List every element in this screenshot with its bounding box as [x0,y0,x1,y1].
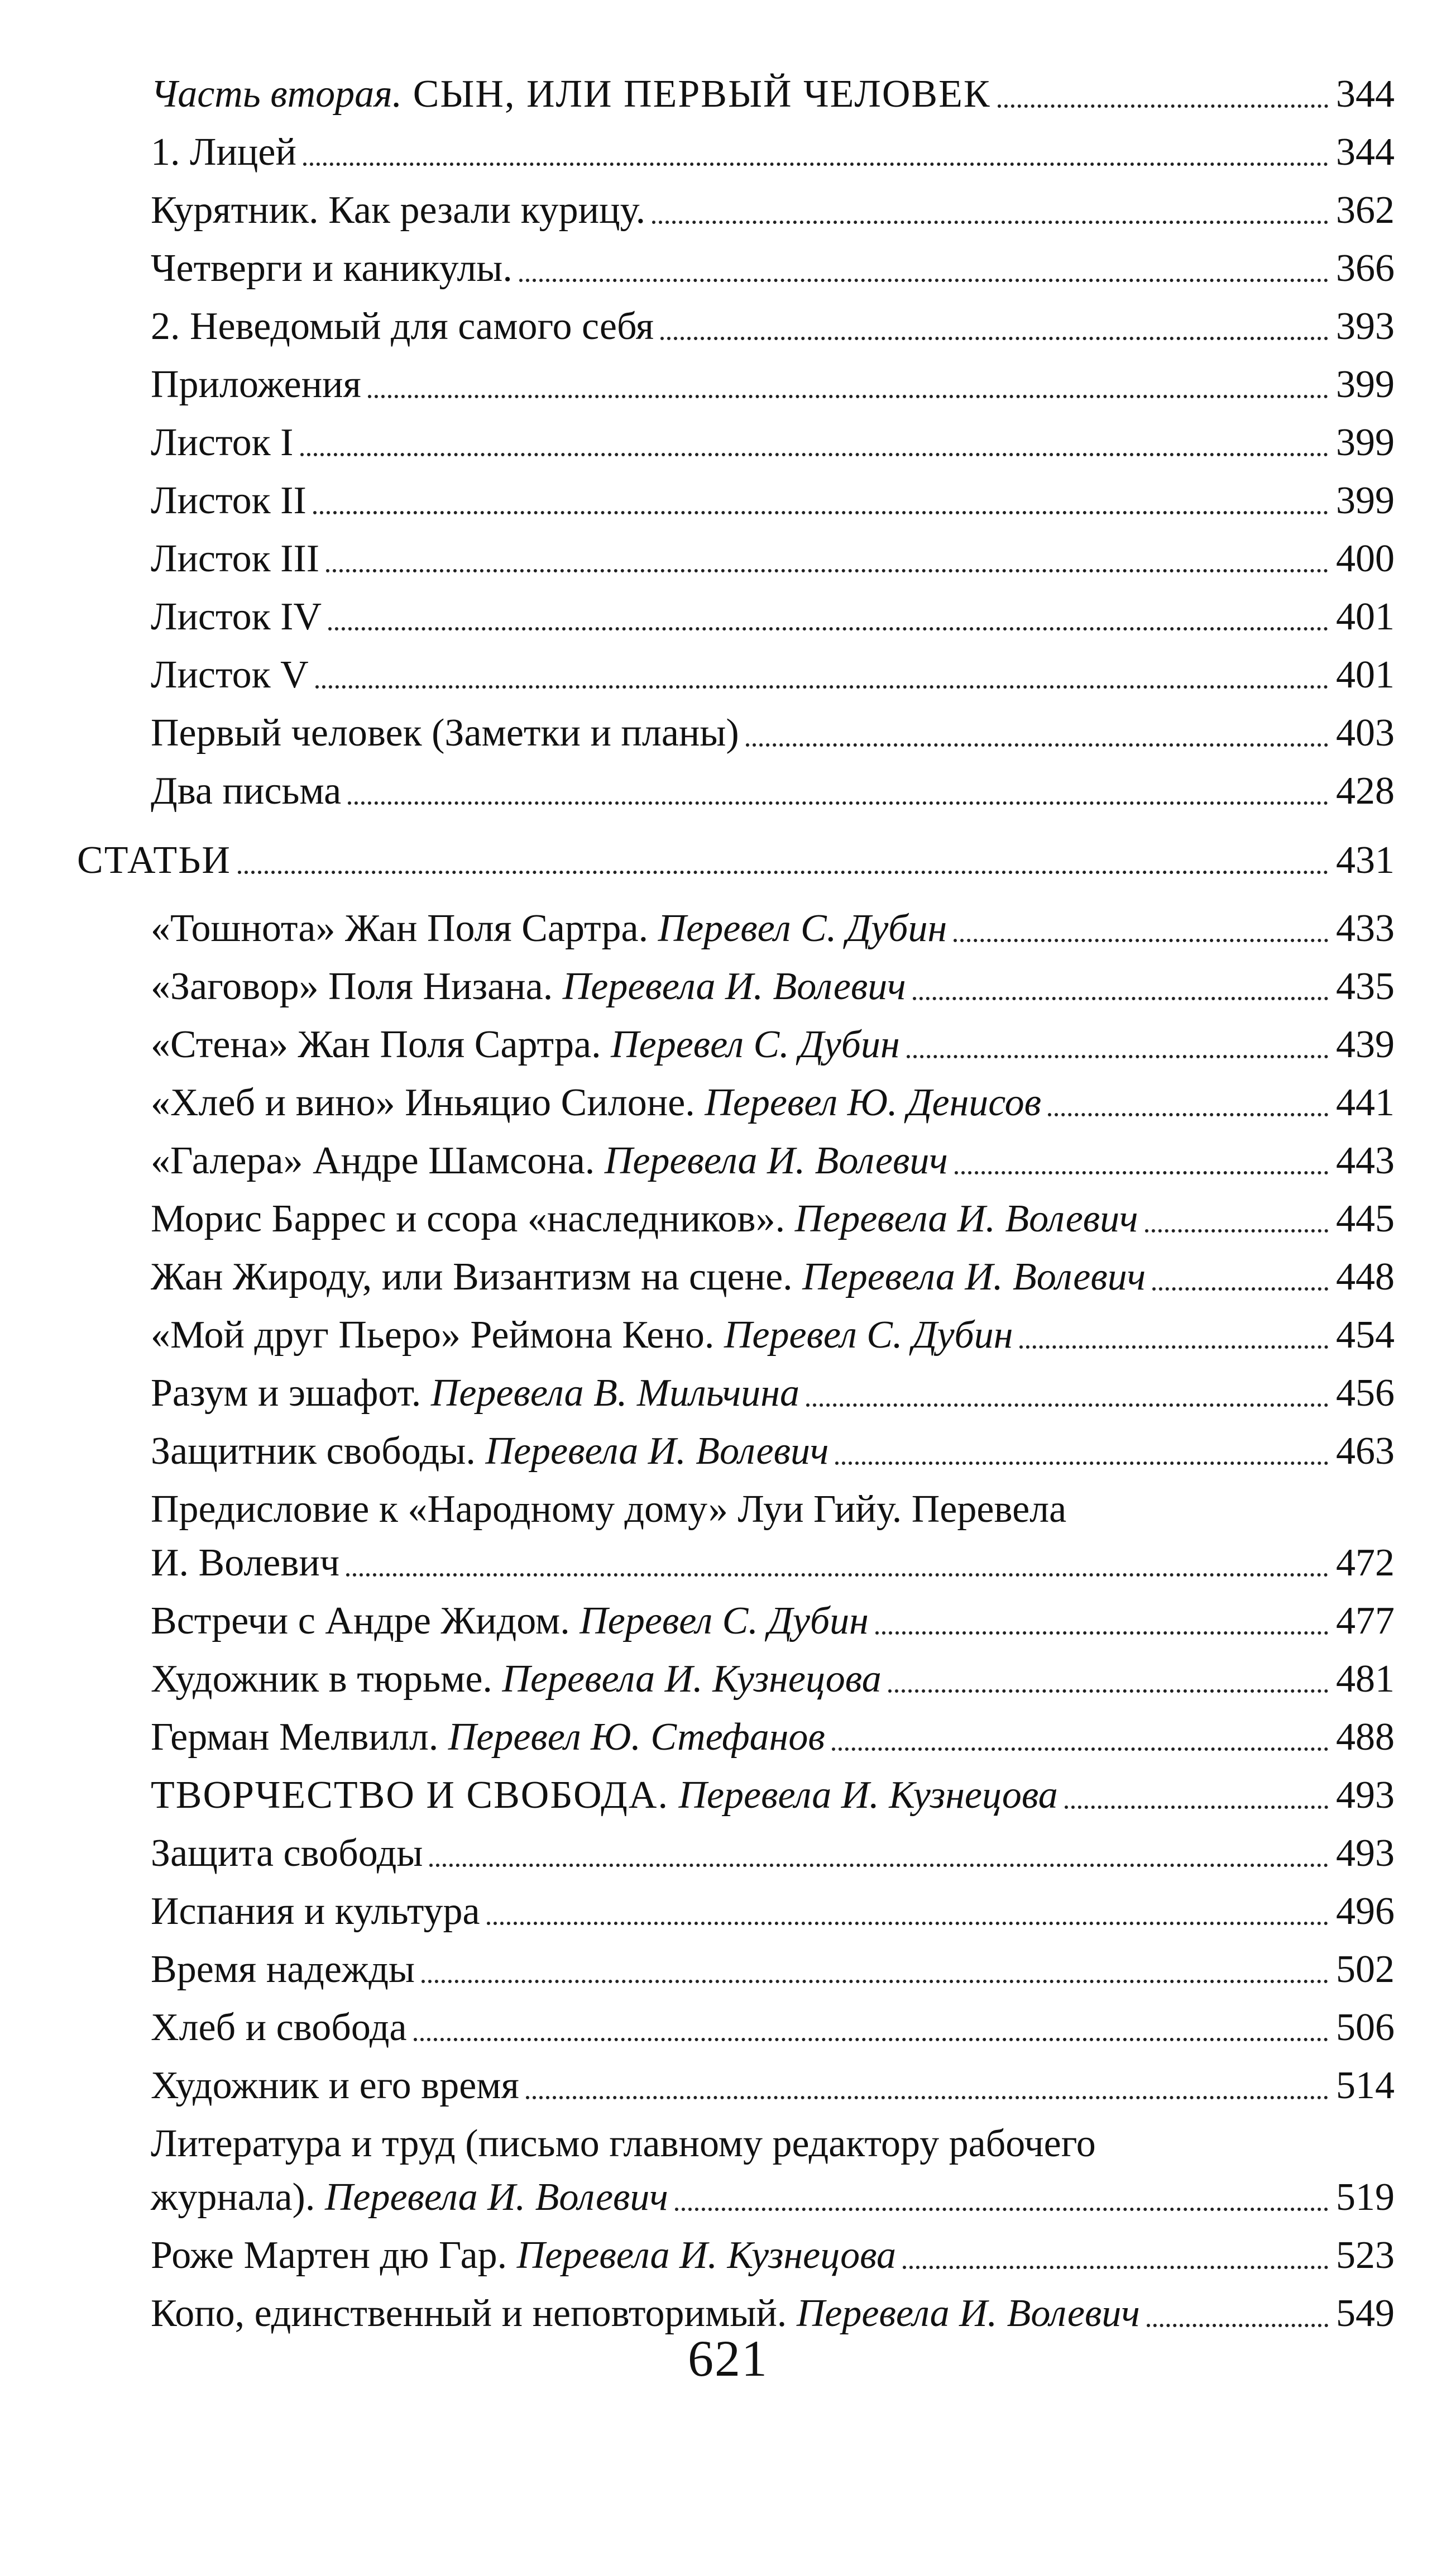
dot-leader [660,337,1328,340]
dot-leader [487,1922,1328,1925]
toc-entry [151,1241,1395,1300]
page-number: 493 [1336,1832,1395,1875]
dot-leader [903,2266,1328,2269]
toc-entry [151,1992,1395,2050]
dot-leader [746,743,1328,747]
page-number: 523 [1336,2234,1395,2277]
page-number: 502 [1336,1948,1395,1991]
dot-leader [368,395,1328,398]
dot-leader [1065,1806,1328,1809]
toc-entry [151,1416,1395,1474]
dot-leader [907,1055,1328,1058]
entry-title: Защита свободы [151,1832,423,1875]
dot-leader [955,1171,1328,1174]
entry-title: Листок III [151,537,320,580]
dot-leader [832,1747,1328,1751]
page-number: 477 [1336,1599,1395,1642]
dot-leader [326,569,1328,572]
entry-title: Листок V [151,653,309,696]
page-number: 401 [1336,653,1395,696]
dot-leader [313,511,1328,514]
toc-entry [151,1818,1395,1876]
dot-leader [806,1403,1328,1407]
toc-entry [151,951,1395,1009]
entry-title: Герман Мелвилл. [151,1716,439,1759]
entry-title: Защитник свободы. [151,1430,476,1473]
translator-credit: Перевел Ю. Денисов [705,1081,1042,1124]
page-number: 393 [1336,305,1395,348]
dot-leader [414,2038,1328,2041]
toc-entry [151,1644,1395,1702]
translator-credit: Перевела И. Волевич [604,1139,948,1182]
toc-entry [151,1760,1395,1818]
translator-credit: Перевела И. Волевич [802,1255,1146,1298]
translator-credit: Перевела И. Кузнецова [516,2234,896,2277]
entry-title: Время надежды [151,1948,415,1991]
page-number: 428 [1336,770,1395,813]
entry-title: ТВОРЧЕСТВО И СВОБОДА. [151,1774,669,1817]
page-number: 514 [1336,2064,1395,2107]
dot-leader [348,801,1328,805]
page-number: 366 [1336,247,1395,290]
dot-leader [238,871,1328,874]
page-number: 488 [1336,1716,1395,1759]
toc-entry [151,639,1395,698]
page-number: 443 [1336,1139,1395,1182]
entry-title: Встречи с Андре Жидом. [151,1599,570,1642]
entry-title: «Мой друг Пьеро» Реймона Кено. [151,1314,715,1357]
page-number: 399 [1336,479,1395,522]
toc-entry [151,581,1395,639]
page-number: 435 [1336,965,1395,1008]
toc-entry [151,291,1395,349]
page-number: 448 [1336,1255,1395,1298]
dot-leader [526,2096,1328,2099]
translator-credit: Перевел С. Дубин [658,907,947,950]
page-number: 472 [1336,1541,1395,1584]
entry-title: Листок IV [151,595,322,638]
toc-entry [151,1125,1395,1183]
dot-leader [1147,2324,1328,2327]
entry-title: Хлеб и свобода [151,2006,407,2049]
dot-leader [1019,1345,1328,1349]
toc-entry [151,2220,1395,2278]
toc-entry [151,1876,1395,1934]
toc-entry-part-two [151,59,1395,117]
translator-credit: Перевела И. Волевич [324,2176,668,2219]
toc-entry [151,1585,1395,1644]
toc-entry [151,1702,1395,1760]
page-number: 481 [1336,1658,1395,1701]
entry-title: «Галера» Андре Шамсона. [151,1139,595,1182]
page-number: 454 [1336,1314,1395,1357]
translator-credit: Перевела В. Мильчина [430,1372,799,1415]
entry-title: Листок II [151,479,306,522]
entry-title: Приложения [151,363,361,406]
entry-title: «Тошнота» Жан Поля Сартра. [151,907,649,950]
page-number: 549 [1336,2292,1395,2335]
translator-credit: Перевела И. Волевич [794,1197,1138,1240]
page-number: 496 [1336,1890,1395,1933]
translator-credit: Перевела И. Волевич [796,2292,1140,2335]
page-number: 344 [1336,73,1395,116]
page-number: 399 [1336,363,1395,406]
entry-title: СЫН, ИЛИ ПЕРВЫЙ ЧЕЛОВЕК [402,73,991,116]
translator-credit: Перевела И. Волевич [485,1430,829,1473]
entry-title: Художник в тюрьме. [151,1658,492,1701]
page-number: 344 [1336,131,1395,174]
dot-leader [346,1573,1328,1577]
translator-credit: Перевел С. Дубин [579,1599,869,1642]
translator-credit: Перевел Ю. Стефанов [448,1716,825,1759]
entry-title: Художник и его время [151,2064,519,2107]
dot-leader [328,627,1328,631]
toc-entry [151,233,1395,291]
page-number: 431 [1336,839,1395,882]
toc-entry [151,756,1395,814]
page-number: 439 [1336,1023,1395,1066]
dot-leader [675,2208,1328,2211]
dot-leader [315,685,1328,689]
dot-leader [875,1631,1328,1635]
dot-leader [1048,1113,1328,1116]
toc-entry [151,2050,1395,2108]
dot-leader [888,1689,1328,1693]
toc-entry [151,117,1395,175]
toc-section-articles [77,825,1395,883]
dot-leader [300,453,1329,456]
page-number: 456 [1336,1372,1395,1415]
entry-title: Морис Баррес и ссора «наследников». [151,1197,786,1240]
entry-title: 2. Неведомый для самого себя [151,305,654,348]
dot-leader [1145,1229,1328,1233]
entry-title: «Заговор» Поля Низана. [151,965,553,1008]
toc-entry [151,1183,1395,1241]
page-number: 441 [1336,1081,1395,1124]
toc-entry [151,523,1395,581]
dot-leader [1152,1287,1328,1291]
translator-credit: Перевела И. Кузнецова [502,1658,882,1701]
entry-title-continued: журнала). [151,2176,315,2219]
translator-credit: Перевела И. Кузнецова [678,1774,1058,1817]
entry-title: 1. Лицей [151,131,296,174]
page-number: 403 [1336,711,1395,754]
entry-title: Первый человек (Заметки и планы) [151,711,739,754]
entry-title: Курятник. Как резали курицу. [151,189,646,232]
page-number: 463 [1336,1430,1395,1473]
entry-title: Листок I [151,421,294,464]
dot-leader [429,1864,1328,1867]
page-number: 362 [1336,189,1395,232]
page-number: 400 [1336,537,1395,580]
entry-title: Четверги и каникулы. [151,247,513,290]
dot-leader [422,1980,1328,1983]
dot-leader [519,279,1328,282]
toc-entry [151,1934,1395,1992]
dot-leader [835,1462,1328,1465]
toc-entry [151,175,1395,233]
toc-entry [151,2108,1395,2220]
dot-leader [913,997,1328,1000]
translator-credit: Перевела И. Волевич [562,965,906,1008]
toc-entry [151,465,1395,523]
toc-entry [151,1474,1395,1585]
dot-leader [998,104,1328,108]
page-number: 399 [1336,421,1395,464]
section-title: СТАТЬИ [77,839,231,882]
toc-entry [151,1067,1395,1125]
dot-leader [303,163,1328,166]
entry-title: Копо, единственный и неповторимый. [151,2292,787,2335]
toc-entry [151,1358,1395,1416]
entry-title: Разум и эшафот. [151,1372,422,1415]
entry-title: «Хлеб и вино» Иньяцио Силоне. [151,1081,695,1124]
entry-title: Роже Мартен дю Гар. [151,2234,507,2277]
translator-credit: Перевел С. Дубин [611,1023,900,1066]
entry-title: Литература и труд (письмо главному редактору рабочего [151,2122,1096,2165]
entry-title: «Стена» Жан Поля Сартра. [151,1023,601,1066]
entry-title: Жан Жироду, или Византизм на сцене. [151,1255,793,1298]
dot-leader [652,221,1328,224]
toc-entry [151,1009,1395,1067]
entry-title: Два письма [151,770,342,813]
page-number: 506 [1336,2006,1395,2049]
toc-entry [151,1300,1395,1358]
translator-credit: Перевел С. Дубин [724,1314,1013,1357]
page-folio-number: 621 [688,2330,768,2387]
part-label: Часть вторая. [151,73,403,116]
toc-entry [151,349,1395,407]
dot-leader [954,939,1328,942]
entry-title: Предисловие к «Народному дому» Луи Гийу. [151,1488,902,1531]
entry-title: Испания и культура [151,1890,480,1933]
page-number: 433 [1336,907,1395,950]
page-number: 445 [1336,1197,1395,1240]
page-number: 519 [1336,2176,1395,2219]
table-of-contents [0,59,1456,2336]
toc-entry [151,698,1395,756]
toc-entry [151,2278,1395,2336]
page-number: 401 [1336,595,1395,638]
page-number: 493 [1336,1774,1395,1817]
toc-entry [151,893,1395,951]
translator-name: И. Волевич [151,1541,340,1584]
translator-credit: Перевела [911,1488,1067,1531]
toc-entry [151,407,1395,465]
